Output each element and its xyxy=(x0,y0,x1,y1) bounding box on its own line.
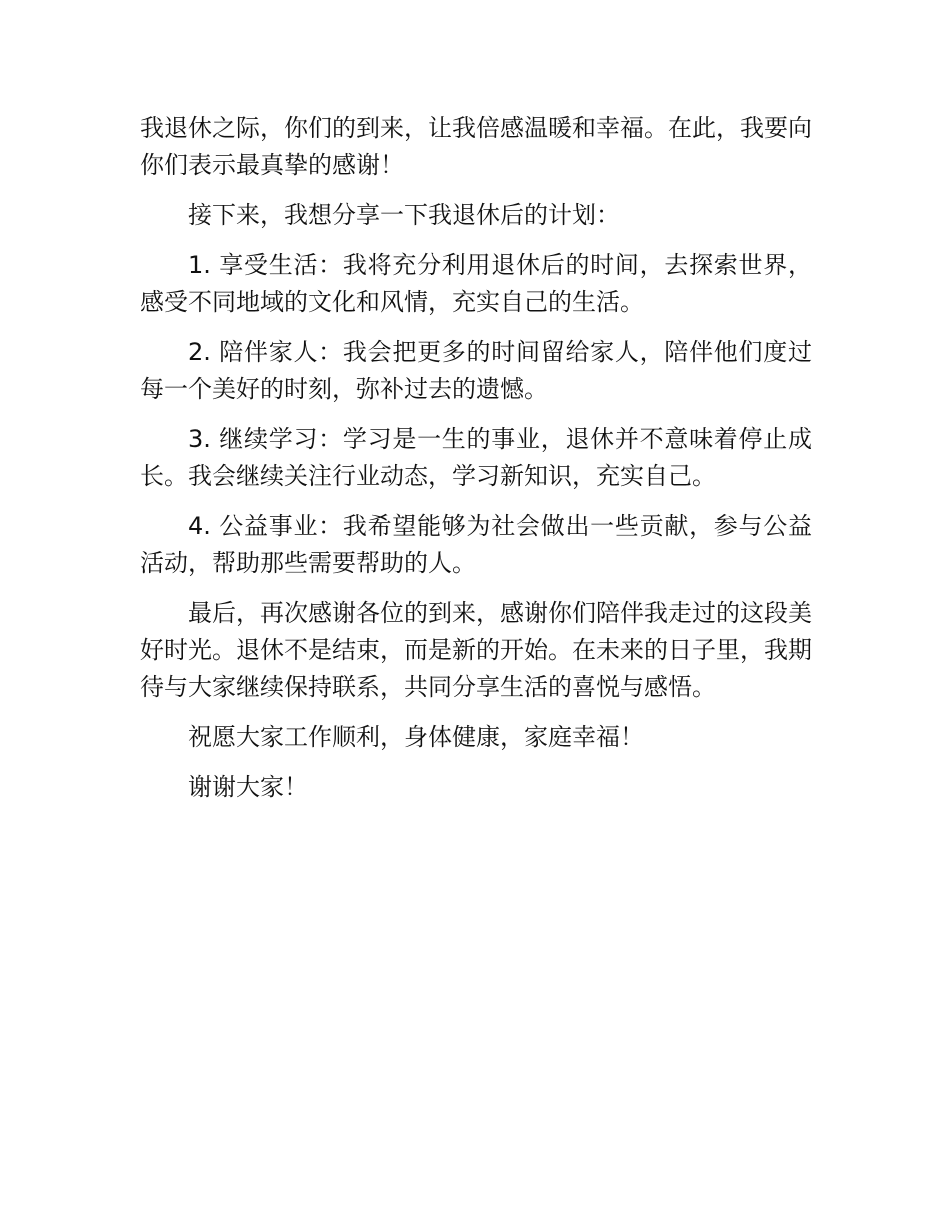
paragraph-closing: 最后，再次感谢各位的到来，感谢你们陪伴我走过的这段美好时光。退休不是结束，而是新的开始。在未来的日子里，我期待与大家继续保持联系，共同分享生活的喜悦与感悟。 xyxy=(140,599,812,701)
paragraph-plan-item-4: 4. 公益事业：我希望能够为社会做出一些贡献，参与公益活动，帮助那些需要帮助的人。 xyxy=(140,512,812,577)
paragraph-plan-item-3: 3. 继续学习：学习是一生的事业，退休并不意味着停止成长。我会继续关注行业动态，学习新知识，充实自己。 xyxy=(140,425,812,490)
paragraph-thanks: 谢谢大家！ xyxy=(188,773,308,801)
document-body xyxy=(140,110,812,819)
paragraph-plan-item-2: 2. 陪伴家人：我会把更多的时间留给家人，陪伴他们度过每一个美好的时刻，弥补过去的遗憾。 xyxy=(140,338,812,403)
paragraph-wishes: 祝愿大家工作顺利，身体健康，家庭幸福！ xyxy=(188,723,644,751)
paragraph-plan-item-1: 1. 享受生活：我将充分利用退休后的时间，去探索世界，感受不同地域的文化和风情，充实自己的生活。 xyxy=(140,251,812,316)
paragraph-opening: 我退休之际，你们的到来，让我倍感温暖和幸福。在此，我要向你们表示最真挚的感谢！ xyxy=(140,114,812,179)
paragraph-plan-intro: 接下来，我想分享一下我退休后的计划： xyxy=(188,201,620,229)
